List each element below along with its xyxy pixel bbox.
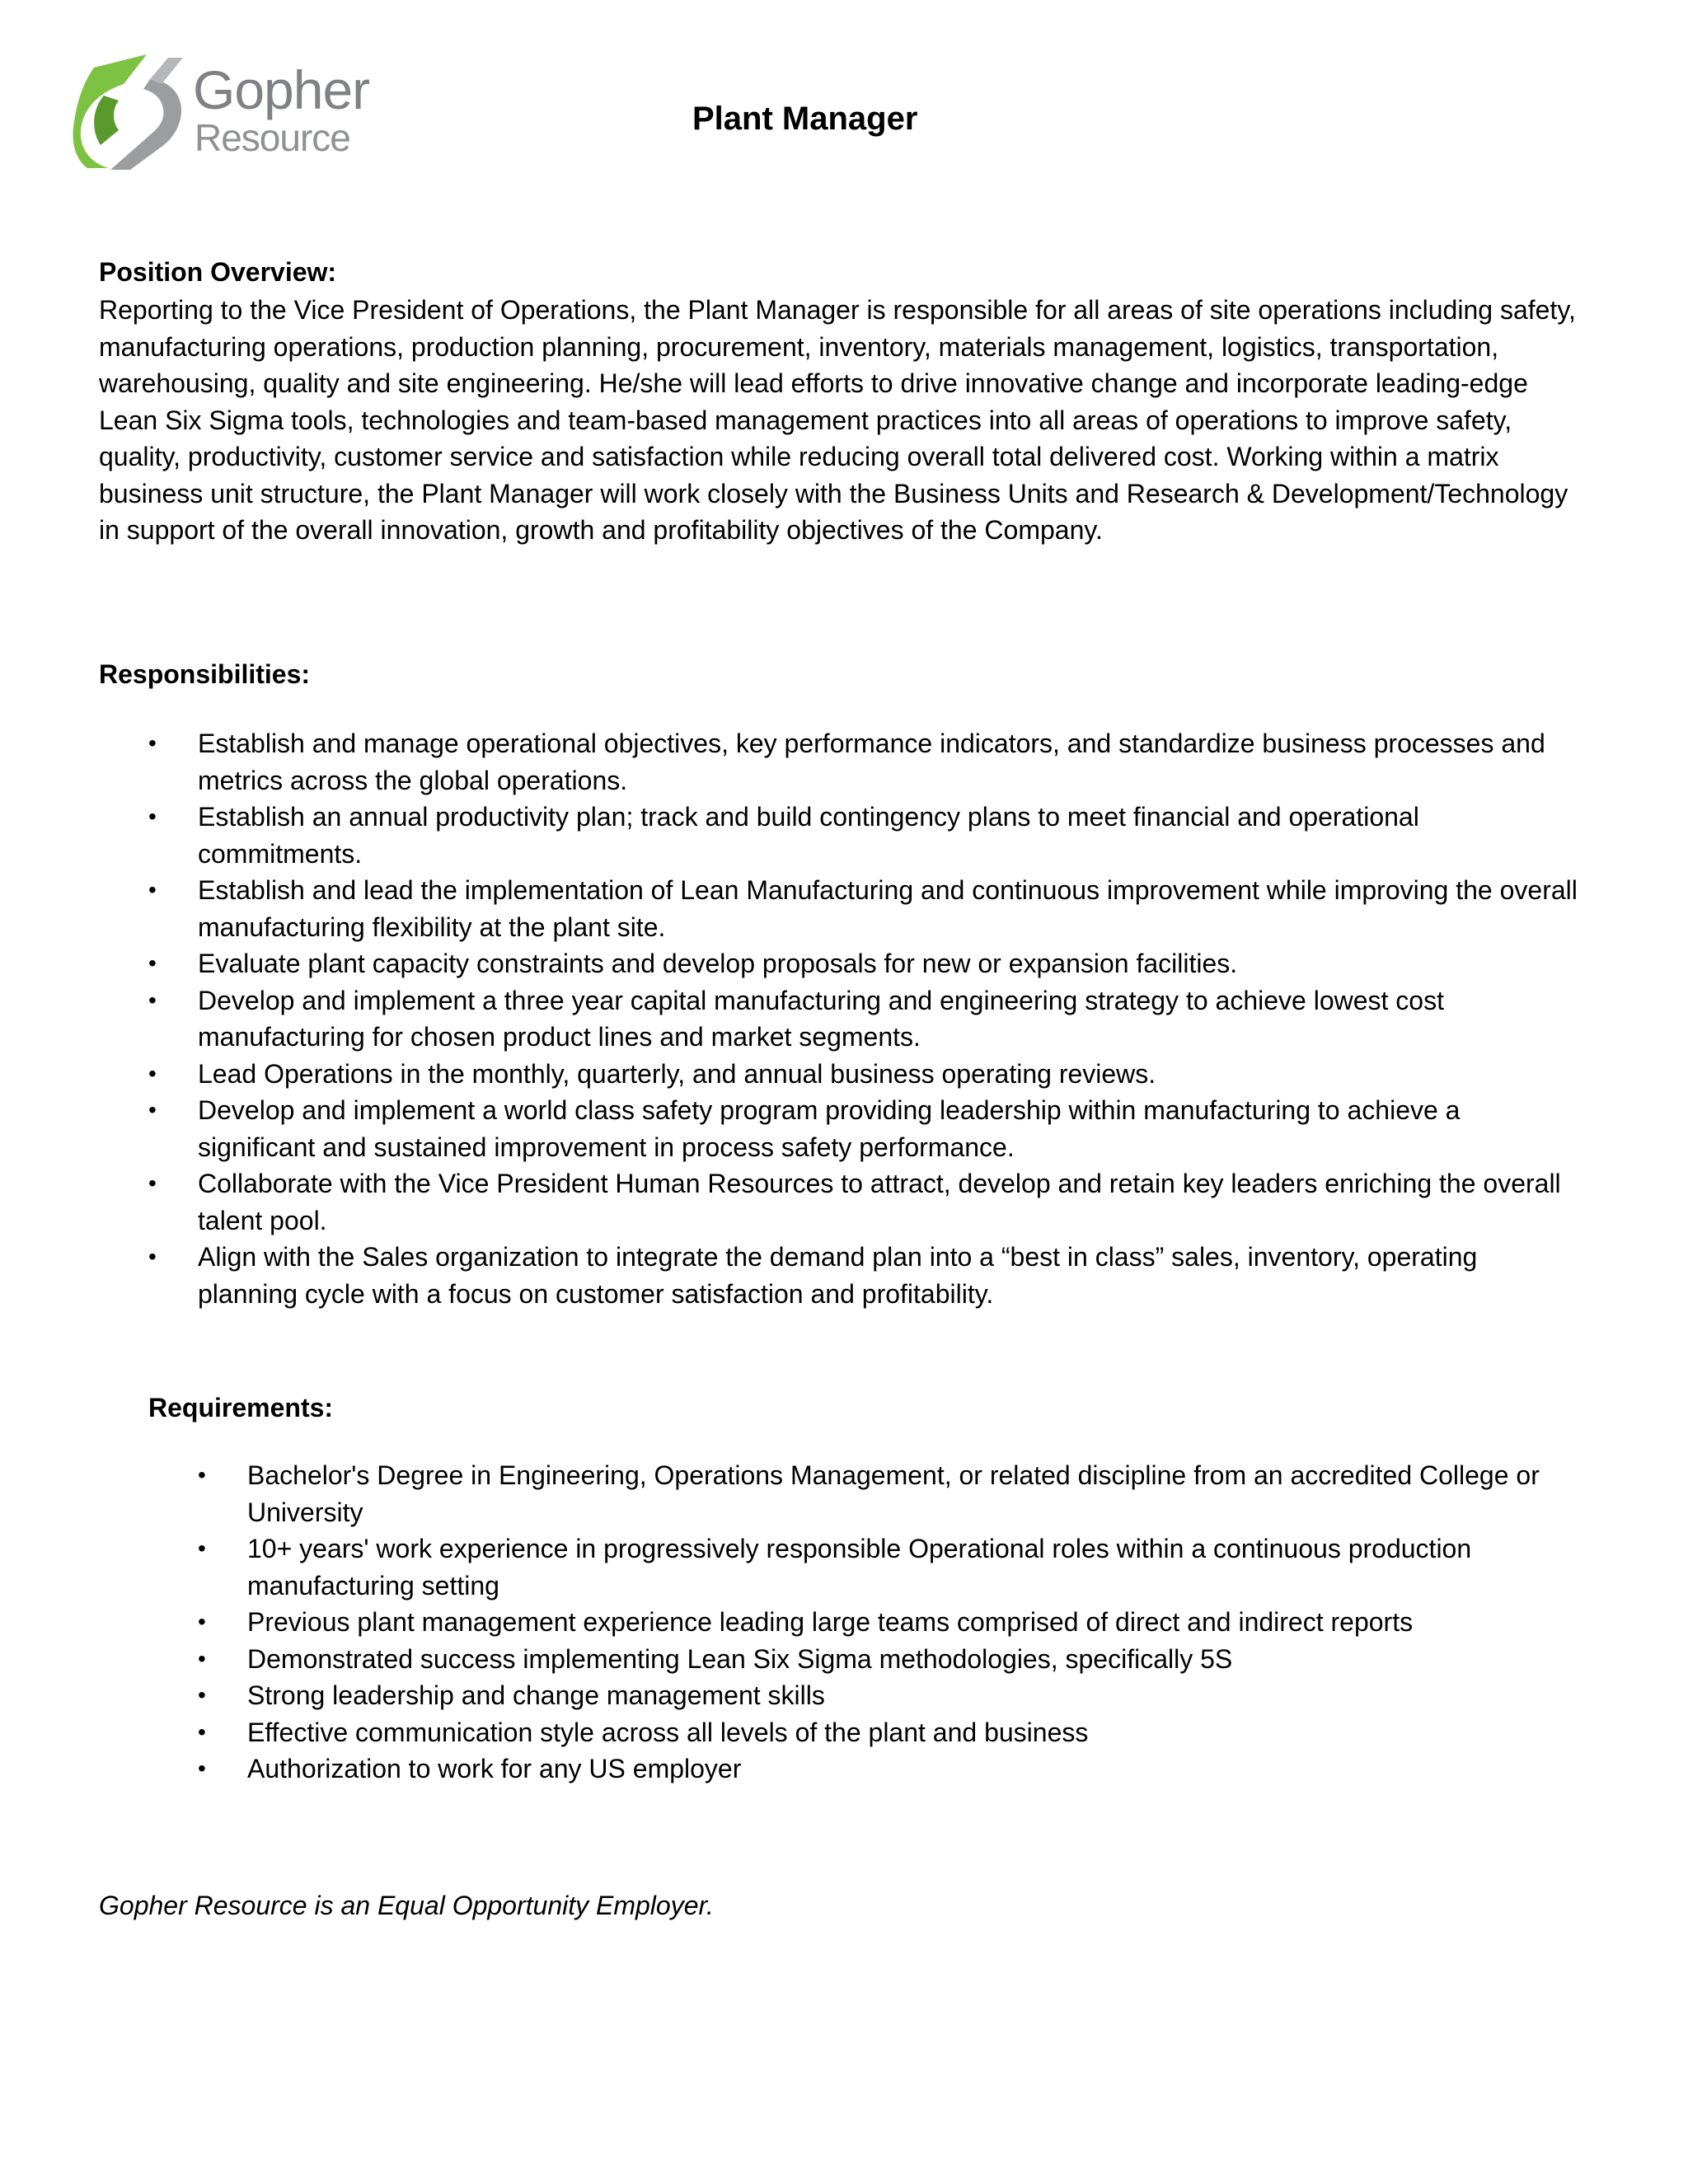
requirements-heading: Requirements: (148, 1393, 334, 1422)
page-title: Plant Manager (692, 101, 918, 137)
bullet-icon: • (148, 1097, 157, 1122)
list-item (148, 1239, 1582, 1312)
list-item-text: Previous plant management experience leading large teams comprised of direct and indirect reports (247, 1607, 1414, 1637)
list-item-text: Develop and implement a world class safety program providing leadership within manufacturing to achieve a significant and sustained improvement in process safety performance. (198, 1095, 1461, 1162)
list-item-text: Demonstrated success implementing Lean Six Sigma methodologies, specifically 5S (247, 1643, 1233, 1674)
list-item-text: 10+ years' work experience in progressively responsible Operational roles within a continuous production manufacturing setting (247, 1534, 1472, 1601)
list-item-text: Strong leadership and change management skills (247, 1680, 825, 1710)
requirements-list (198, 1457, 1582, 1788)
bullet-icon: • (148, 1170, 157, 1196)
list-item (198, 1530, 1582, 1604)
list-item-text: Align with the Sales organization to integrate the demand plan into a “best in class” sales, inventory, operating planning cycle with a focus on customer satisfaction and profitability. (198, 1242, 1478, 1309)
bullet-icon: • (148, 877, 157, 902)
list-item (148, 725, 1582, 799)
company-logo (71, 51, 370, 175)
bullet-icon: • (198, 1609, 206, 1634)
list-item (198, 1714, 1582, 1751)
responsibilities-list (148, 725, 1582, 1312)
bullet-icon: • (198, 1755, 206, 1781)
logo-text-gopher: Gopher (193, 59, 370, 120)
list-item (198, 1604, 1582, 1641)
list-item (148, 1092, 1582, 1165)
bullet-icon: • (148, 950, 157, 976)
responsibilities-heading: Responsibilities: (99, 659, 311, 689)
list-item-text: Develop and implement a three year capital manufacturing and engineering strategy to achieve lowest cost manufacturing for chosen product lines and market segments. (198, 985, 1444, 1052)
list-item (148, 1056, 1582, 1093)
bullet-icon: • (198, 1718, 206, 1745)
bullet-icon: • (148, 987, 157, 1013)
list-item (198, 1750, 1582, 1788)
list-item-text: Authorization to work for any US employer (247, 1754, 742, 1783)
bullet-icon: • (148, 1244, 157, 1269)
bullet-icon: • (198, 1645, 206, 1671)
bullet-icon: • (198, 1682, 206, 1708)
list-item (198, 1641, 1582, 1678)
logo-text-resource: Resource (195, 116, 350, 159)
list-item-text: Collaborate with the Vice President Human Resources to attract, develop and retain key leaders enriching the overall talent pool. (198, 1169, 1561, 1235)
bullet-icon: • (148, 730, 157, 756)
list-item-text: Evaluate plant capacity constraints and develop proposals for new or expansion facilities. (198, 949, 1238, 978)
bullet-icon: • (198, 1462, 206, 1488)
list-item-text: Effective communication style across all levels of the plant and business (247, 1717, 1089, 1747)
list-item (198, 1677, 1582, 1714)
eeo-statement: Gopher Resource is an Equal Opportunity Employer. (99, 1891, 714, 1920)
logo-mark-icon (71, 51, 190, 175)
list-item-text: Establish and manage operational objectives, key performance indicators, and standardize business processes and metrics across the global operations. (198, 729, 1545, 795)
list-item-text: Lead Operations in the monthly, quarterly, and annual business operating reviews. (198, 1058, 1156, 1089)
list-item (148, 872, 1582, 945)
overview-heading: Position Overview: (99, 257, 337, 287)
list-item (148, 1165, 1582, 1239)
list-item (198, 1457, 1582, 1530)
overview-paragraph: Reporting to the Vice President of Operations, the Plant Manager is responsible for all areas of site operations including safety, manufacturing operations, production planning, procurement, inventory, materials management, logistics, transportation, warehousing, quality and site engineering. He/she will lead efforts to drive innovative change and incorporate leading-edge Lean Six Sigma tools, technologies and team-based management practices into all areas of operations to improve safety, quality, productivity, customer service and satisfaction while reducing overall total delivered cost. Working within a matrix business unit structure, the Plant Manager will work closely with the Business Units and Research & Development/Technology in support of the overall innovation, growth and profitability objectives of the Company. (99, 295, 1576, 545)
list-item-text: Establish an annual productivity plan; track and build contingency plans to meet financial and operational commitments. (198, 802, 1419, 869)
list-item-text: Establish and lead the implementation of Lean Manufacturing and continuous improvement while improving the overall manufacturing flexibility at the plant site. (198, 875, 1578, 942)
list-item (148, 945, 1582, 982)
list-item (148, 982, 1582, 1056)
list-item (148, 799, 1582, 872)
list-item-text: Bachelor's Degree in Engineering, Operations Management, or related discipline from an accredited College or University (247, 1460, 1540, 1527)
bullet-icon: • (148, 804, 157, 829)
bullet-icon: • (148, 1060, 157, 1086)
bullet-icon: • (198, 1535, 206, 1561)
